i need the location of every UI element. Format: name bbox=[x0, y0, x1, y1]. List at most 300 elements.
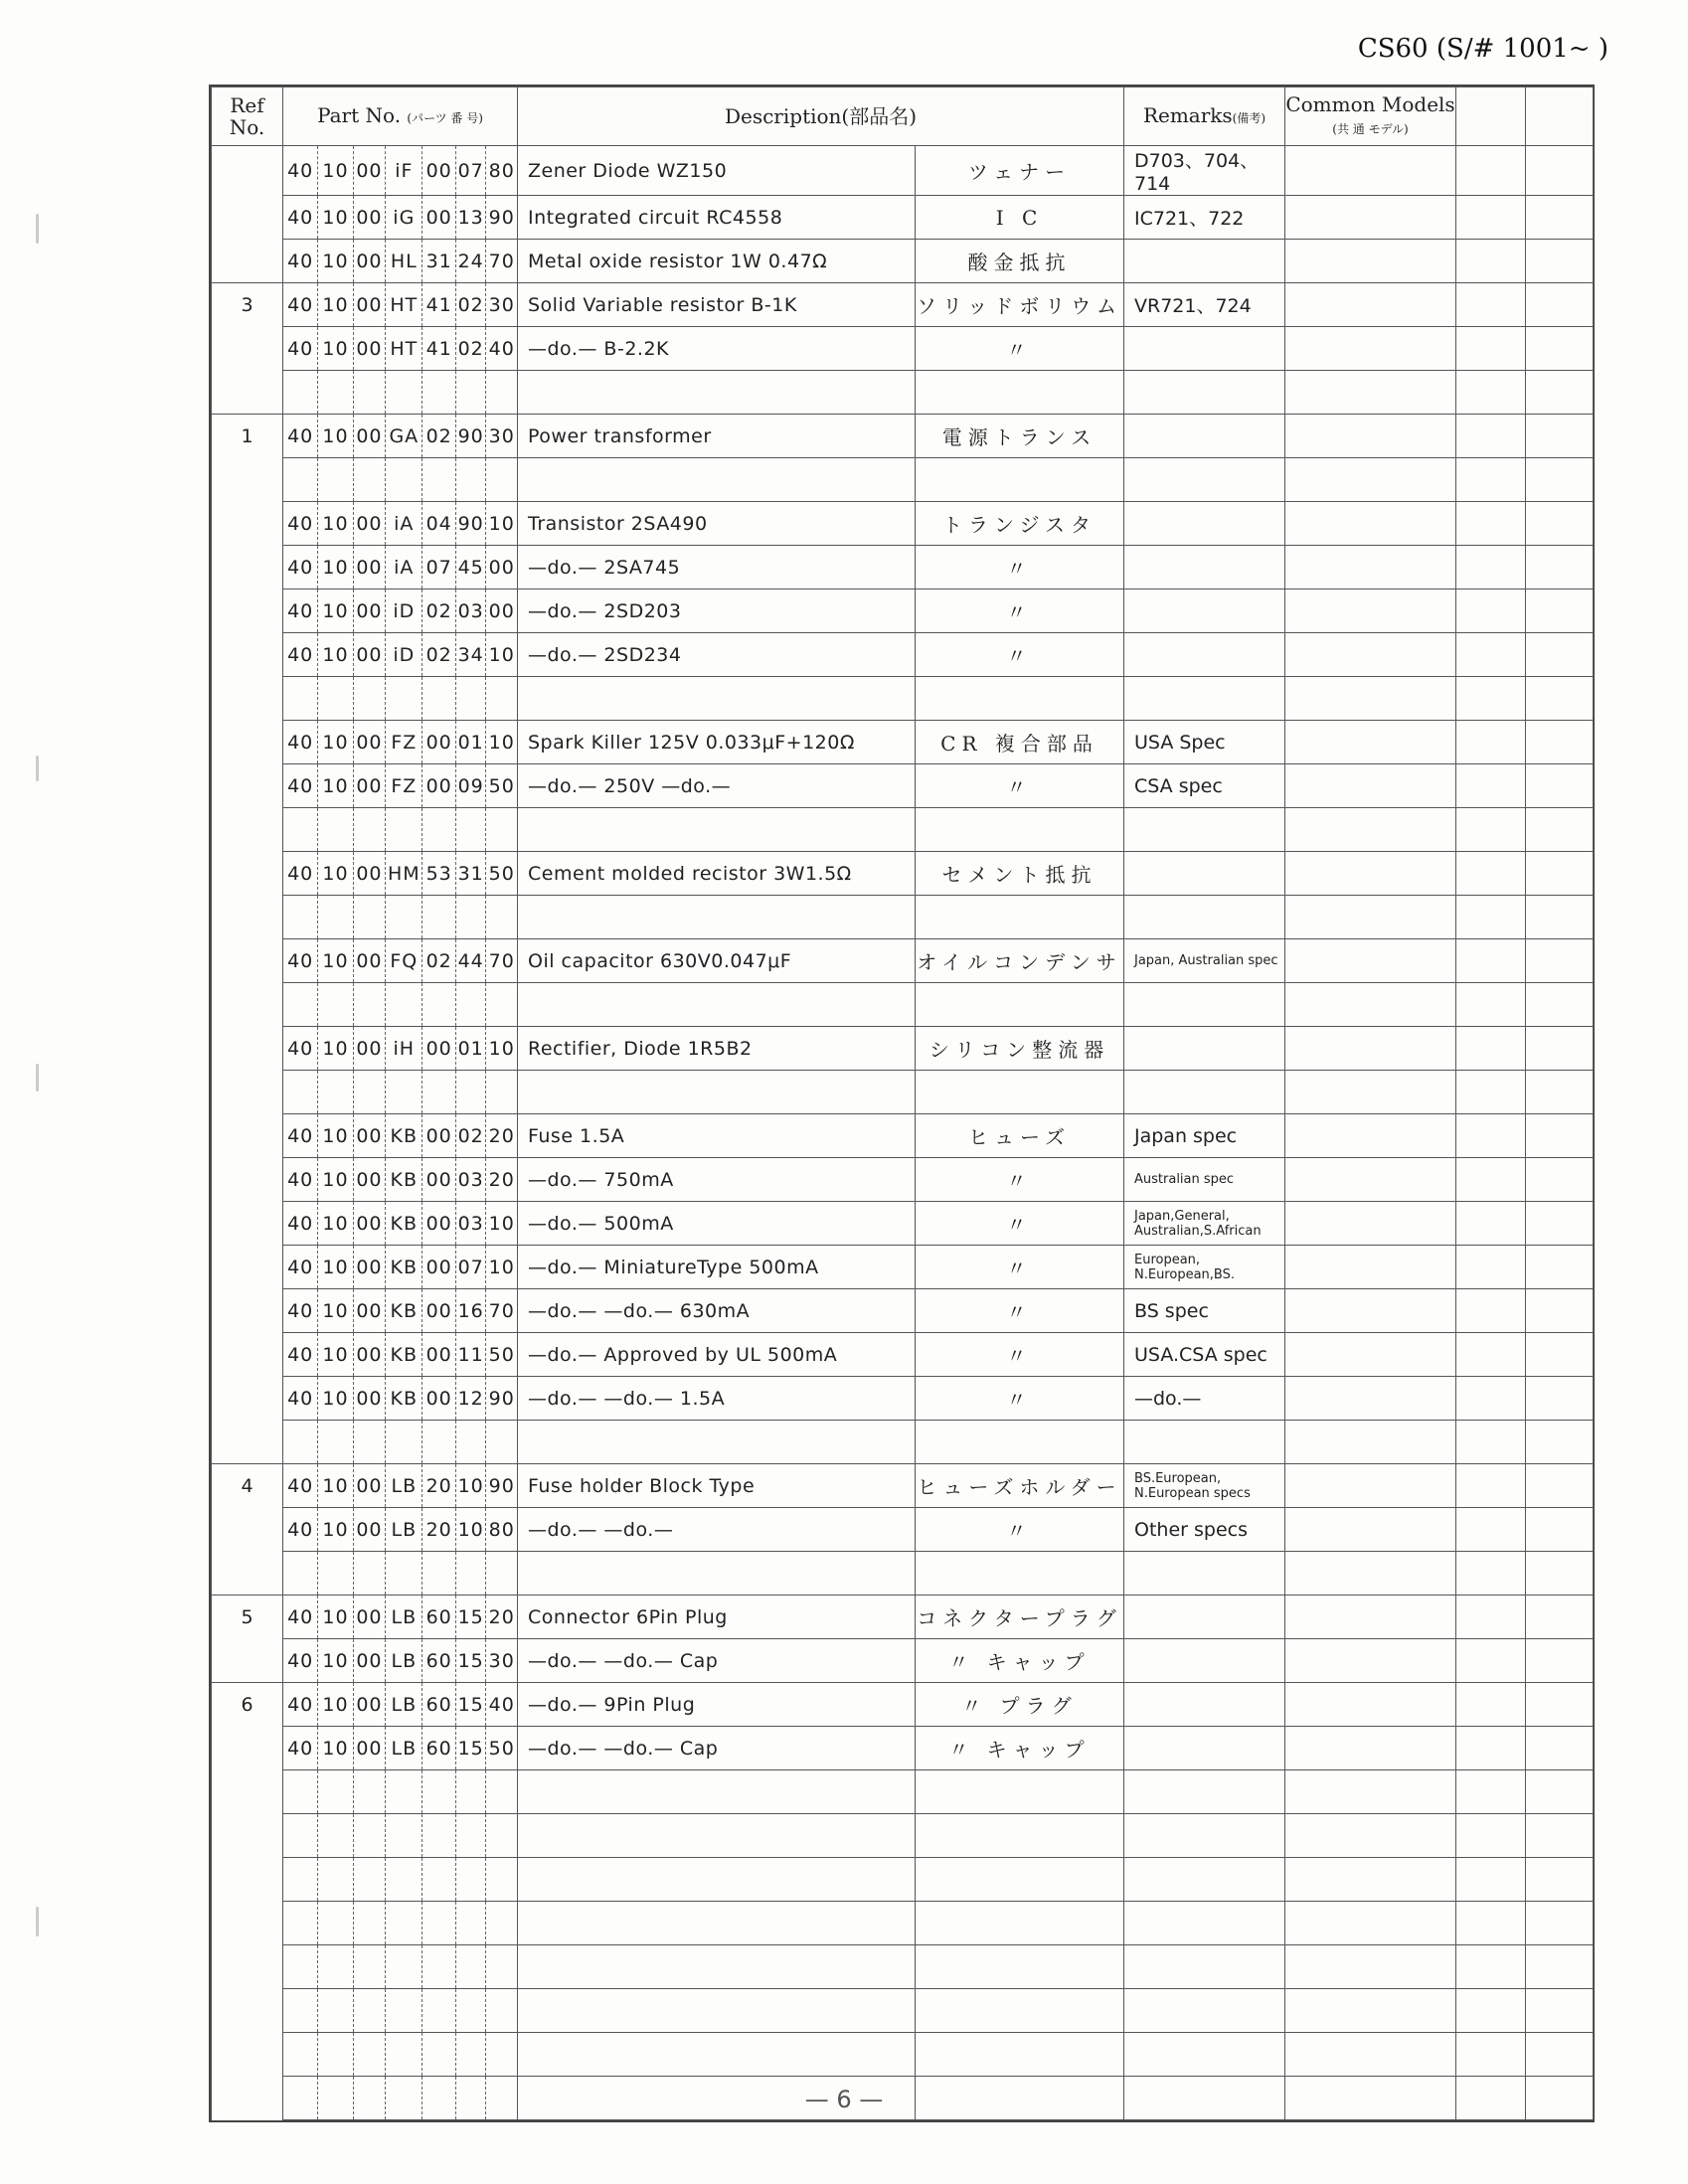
ref-number bbox=[212, 1289, 283, 1333]
part-number-segment: 02 bbox=[456, 327, 487, 370]
part-number-segment bbox=[386, 808, 422, 851]
table-row bbox=[212, 1945, 1594, 1989]
part-number-segment bbox=[354, 1770, 386, 1813]
part-number-segment bbox=[422, 1421, 455, 1463]
description-jp bbox=[916, 1902, 1124, 1945]
description: Oil capacitor 630V0.047μF bbox=[518, 939, 916, 983]
ref-number bbox=[212, 1421, 283, 1464]
part-number-segment: 24 bbox=[456, 240, 487, 282]
table-row bbox=[212, 371, 1594, 415]
remarks bbox=[1124, 1858, 1285, 1902]
remarks bbox=[1124, 1027, 1285, 1071]
remarks bbox=[1124, 240, 1285, 283]
part-number-segment bbox=[386, 1989, 422, 2032]
extra-col-2 bbox=[1526, 1246, 1594, 1289]
description bbox=[518, 808, 916, 852]
remarks bbox=[1124, 1727, 1285, 1770]
part-number-segment bbox=[283, 1770, 318, 1813]
part-number-segment: 40 bbox=[283, 1683, 318, 1726]
part-number-segment: 00 bbox=[354, 721, 386, 763]
part-number-segment: 03 bbox=[456, 589, 487, 632]
extra-col-1 bbox=[1456, 458, 1526, 502]
part-number-segment: 90 bbox=[488, 206, 515, 229]
remarks bbox=[1124, 589, 1285, 633]
description bbox=[518, 1858, 916, 1902]
ref-number bbox=[212, 1902, 283, 1945]
common-models bbox=[1285, 240, 1456, 283]
description-jp bbox=[916, 2033, 1124, 2077]
description-jp bbox=[916, 1814, 1124, 1858]
extra-col-2 bbox=[1526, 1552, 1594, 1596]
part-number-segment: 10 bbox=[318, 939, 353, 982]
part-number-segment: 40 bbox=[283, 240, 318, 282]
remarks: Australian spec bbox=[1124, 1158, 1285, 1202]
part-number-segment: 40 bbox=[283, 939, 318, 982]
table-row bbox=[212, 1158, 1594, 1202]
part-number bbox=[283, 546, 518, 589]
part-number-segment: 10 bbox=[318, 1246, 353, 1288]
part-number-segment: 40 bbox=[283, 196, 318, 239]
part-number-segment: 10 bbox=[318, 502, 353, 545]
part-number-segment bbox=[283, 1421, 318, 1463]
extra-col-2 bbox=[1526, 589, 1594, 633]
part-number-segment: 10 bbox=[318, 1464, 353, 1507]
part-number-segment: 10 bbox=[318, 1158, 353, 1201]
part-number-segment: 40 bbox=[283, 1289, 318, 1332]
table-row bbox=[212, 1683, 1594, 1727]
ref-number bbox=[212, 896, 283, 939]
part-number-segment bbox=[318, 1770, 353, 1813]
extra-col-1 bbox=[1456, 1727, 1526, 1770]
remarks bbox=[1124, 415, 1285, 458]
extra-col-2 bbox=[1526, 327, 1594, 371]
part-number-segment bbox=[283, 808, 318, 851]
remarks bbox=[1124, 896, 1285, 939]
table-row bbox=[212, 939, 1594, 983]
table-row bbox=[212, 1071, 1594, 1114]
ref-number bbox=[212, 808, 283, 852]
ref-number bbox=[212, 546, 283, 589]
remarks bbox=[1124, 1683, 1285, 1727]
part-number-segment: 02 bbox=[456, 283, 487, 326]
remarks bbox=[1124, 1770, 1285, 1814]
common-models bbox=[1285, 196, 1456, 240]
part-number-segment: 40 bbox=[283, 1333, 318, 1376]
extra-col-1 bbox=[1456, 371, 1526, 415]
part-number-segment bbox=[283, 458, 318, 501]
part-number-segment bbox=[386, 1945, 422, 1988]
part-number bbox=[283, 896, 518, 939]
part-number-segment: 50 bbox=[488, 774, 515, 797]
part-number-segment bbox=[354, 983, 386, 1026]
part-number-segment: 40 bbox=[488, 1693, 515, 1716]
common-models bbox=[1285, 1902, 1456, 1945]
part-number-segment bbox=[486, 371, 517, 414]
part-number bbox=[283, 633, 518, 677]
part-number bbox=[283, 1989, 518, 2033]
part-number-segment: 40 bbox=[283, 1246, 318, 1288]
part-number-segment: 40 bbox=[283, 1158, 318, 1201]
remarks bbox=[1124, 808, 1285, 852]
part-number bbox=[283, 939, 518, 983]
part-number-segment: 34 bbox=[456, 633, 487, 676]
description-jp: 〃 bbox=[916, 1508, 1124, 1552]
description-jp: 〃 bbox=[916, 1158, 1124, 1202]
part-number-segment: 00 bbox=[422, 764, 455, 807]
part-number-segment: 10 bbox=[318, 283, 353, 326]
description: —do.— 2SD234 bbox=[518, 633, 916, 677]
col-header-extra-2 bbox=[1526, 87, 1594, 146]
part-number-segment bbox=[422, 2033, 455, 2076]
part-number-segment: 30 bbox=[488, 424, 515, 447]
part-number-segment bbox=[283, 2033, 318, 2076]
extra-col-2 bbox=[1526, 721, 1594, 764]
part-number-segment: 70 bbox=[488, 949, 515, 972]
part-number bbox=[283, 1114, 518, 1158]
ref-number: 6 bbox=[212, 1683, 283, 1727]
part-number-segment bbox=[318, 458, 353, 501]
remarks: Japan spec bbox=[1124, 1114, 1285, 1158]
part-number-segment bbox=[422, 1071, 455, 1113]
part-number-segment: 53 bbox=[422, 852, 455, 895]
part-number-segment bbox=[354, 677, 386, 720]
part-number-segment bbox=[422, 983, 455, 1026]
part-number-segment: 00 bbox=[354, 502, 386, 545]
part-number-segment: 00 bbox=[354, 196, 386, 239]
part-number-segment: 00 bbox=[354, 1202, 386, 1245]
part-number-segment: 41 bbox=[422, 283, 455, 326]
part-number-segment: 70 bbox=[488, 250, 515, 272]
table-row bbox=[212, 146, 1594, 196]
description: —do.— —do.— bbox=[518, 1508, 916, 1552]
common-models bbox=[1285, 2033, 1456, 2077]
extra-col-1 bbox=[1456, 1114, 1526, 1158]
ref-number bbox=[212, 1071, 283, 1114]
part-number-segment: 60 bbox=[422, 1683, 455, 1726]
part-number-segment: 10 bbox=[318, 1639, 353, 1682]
table-row bbox=[212, 633, 1594, 677]
description: —do.— 2SA745 bbox=[518, 546, 916, 589]
part-number-segment bbox=[318, 1989, 353, 2032]
description: Zener Diode WZ150 bbox=[518, 146, 916, 196]
part-number-segment: 20 bbox=[422, 1508, 455, 1551]
ref-number: 4 bbox=[212, 1464, 283, 1508]
part-number-segment: 40 bbox=[283, 1027, 318, 1070]
description-jp bbox=[916, 896, 1124, 939]
part-number-segment: LB bbox=[386, 1639, 422, 1682]
part-number-segment: KB bbox=[386, 1246, 422, 1288]
part-number-segment: 00 bbox=[354, 1377, 386, 1420]
extra-col-2 bbox=[1526, 1377, 1594, 1421]
table-row bbox=[212, 1333, 1594, 1377]
part-number bbox=[283, 1596, 518, 1639]
part-number-segment: 00 bbox=[422, 1289, 455, 1332]
description-jp: 〃 bbox=[916, 1202, 1124, 1246]
description bbox=[518, 1945, 916, 1989]
part-number-segment bbox=[354, 1945, 386, 1988]
description: Transistor 2SA490 bbox=[518, 502, 916, 546]
part-number-segment bbox=[354, 896, 386, 938]
part-number-segment: 10 bbox=[318, 1333, 353, 1376]
part-number-segment: 90 bbox=[488, 1474, 515, 1497]
part-number-segment bbox=[422, 1989, 455, 2032]
table-row bbox=[212, 896, 1594, 939]
table-row bbox=[212, 1508, 1594, 1552]
extra-col-2 bbox=[1526, 1114, 1594, 1158]
extra-col-2 bbox=[1526, 1071, 1594, 1114]
description-jp: 〃 bbox=[916, 327, 1124, 371]
part-number-segment bbox=[354, 458, 386, 501]
table-row bbox=[212, 196, 1594, 240]
part-number-segment: 30 bbox=[488, 1649, 515, 1672]
common-models bbox=[1285, 1814, 1456, 1858]
part-number-segment bbox=[354, 1858, 386, 1901]
part-number-segment: 50 bbox=[488, 862, 515, 885]
extra-col-2 bbox=[1526, 1508, 1594, 1552]
part-number bbox=[283, 1158, 518, 1202]
part-number-segment: 00 bbox=[354, 939, 386, 982]
common-models bbox=[1285, 1552, 1456, 1596]
extra-col-2 bbox=[1526, 1989, 1594, 2033]
part-number bbox=[283, 1246, 518, 1289]
part-number-segment bbox=[456, 1814, 487, 1857]
description-jp bbox=[916, 1552, 1124, 1596]
part-number-segment: 09 bbox=[456, 764, 487, 807]
description-jp: トランジスタ bbox=[916, 502, 1124, 546]
part-number-segment bbox=[422, 1858, 455, 1901]
extra-col-2 bbox=[1526, 146, 1594, 196]
table-row bbox=[212, 1639, 1594, 1683]
remarks bbox=[1124, 852, 1285, 896]
part-number bbox=[283, 1289, 518, 1333]
description-jp bbox=[916, 1071, 1124, 1114]
part-number-segment: 07 bbox=[456, 146, 487, 195]
part-number-segment: 40 bbox=[283, 327, 318, 370]
table-header-row bbox=[212, 87, 1594, 146]
part-number-segment: 40 bbox=[283, 1114, 318, 1157]
part-number-segment: 02 bbox=[422, 633, 455, 676]
part-number-segment: 00 bbox=[354, 1114, 386, 1157]
description: —do.— 9Pin Plug bbox=[518, 1683, 916, 1727]
part-number bbox=[283, 283, 518, 327]
part-number-segment: 07 bbox=[422, 546, 455, 588]
extra-col-2 bbox=[1526, 502, 1594, 546]
part-number-segment: 40 bbox=[283, 1377, 318, 1420]
part-number-segment: 10 bbox=[456, 1508, 487, 1551]
part-number-segment: 00 bbox=[354, 852, 386, 895]
extra-col-2 bbox=[1526, 458, 1594, 502]
extra-col-2 bbox=[1526, 1333, 1594, 1377]
description-jp: 〃 bbox=[916, 633, 1124, 677]
extra-col-2 bbox=[1526, 852, 1594, 896]
part-number-segment: 12 bbox=[456, 1377, 487, 1420]
margin-mark bbox=[36, 1907, 39, 1936]
description bbox=[518, 983, 916, 1027]
ref-number bbox=[212, 1639, 283, 1683]
extra-col-1 bbox=[1456, 1027, 1526, 1071]
part-number-segment: HL bbox=[386, 240, 422, 282]
extra-col-1 bbox=[1456, 983, 1526, 1027]
part-number-segment bbox=[486, 1770, 517, 1813]
description bbox=[518, 1552, 916, 1596]
part-number-segment: 10 bbox=[488, 1256, 515, 1278]
ref-number bbox=[212, 240, 283, 283]
part-number-segment bbox=[354, 1552, 386, 1595]
extra-col-1 bbox=[1456, 808, 1526, 852]
parts-table-sheet bbox=[209, 84, 1595, 2122]
description-jp: 〃 bbox=[916, 1289, 1124, 1333]
ref-number bbox=[212, 458, 283, 502]
part-number-segment bbox=[318, 677, 353, 720]
table-row bbox=[212, 1770, 1594, 1814]
part-number-segment: 50 bbox=[488, 1737, 515, 1760]
part-number-segment: LB bbox=[386, 1727, 422, 1769]
ref-number bbox=[212, 1989, 283, 2033]
table-row bbox=[212, 1114, 1594, 1158]
part-number-segment: 40 bbox=[283, 764, 318, 807]
common-models bbox=[1285, 1202, 1456, 1246]
part-number-segment: 70 bbox=[488, 1299, 515, 1322]
part-number-segment: 40 bbox=[283, 415, 318, 457]
description-jp bbox=[916, 1945, 1124, 1989]
part-number-segment: 31 bbox=[422, 240, 455, 282]
extra-col-1 bbox=[1456, 1552, 1526, 1596]
part-number-segment bbox=[456, 1902, 487, 1944]
common-models bbox=[1285, 1333, 1456, 1377]
ref-number bbox=[212, 1246, 283, 1289]
part-number-segment bbox=[486, 1989, 517, 2032]
description-jp: シリコン整流器 bbox=[916, 1027, 1124, 1071]
extra-col-1 bbox=[1456, 1246, 1526, 1289]
part-number-segment bbox=[354, 1421, 386, 1463]
col-header-ref: Ref No. bbox=[212, 87, 283, 146]
part-number-segment: 10 bbox=[318, 1377, 353, 1420]
extra-col-1 bbox=[1456, 1989, 1526, 2033]
part-number-segment: 10 bbox=[488, 731, 515, 754]
part-number-segment: KB bbox=[386, 1377, 422, 1420]
part-number-segment bbox=[354, 1989, 386, 2032]
part-number-segment bbox=[486, 1552, 517, 1595]
common-models bbox=[1285, 983, 1456, 1027]
part-number-segment bbox=[318, 1071, 353, 1113]
part-number-segment: 10 bbox=[318, 633, 353, 676]
extra-col-1 bbox=[1456, 633, 1526, 677]
part-number-segment: 00 bbox=[422, 721, 455, 763]
part-number-segment: 00 bbox=[422, 1202, 455, 1245]
part-number-segment: 00 bbox=[422, 1333, 455, 1376]
part-number-segment: 10 bbox=[488, 512, 515, 535]
table-row bbox=[212, 1464, 1594, 1508]
description-jp: オイルコンデンサ bbox=[916, 939, 1124, 983]
part-number-segment: 90 bbox=[488, 1387, 515, 1410]
part-number bbox=[283, 1421, 518, 1464]
part-number bbox=[283, 1071, 518, 1114]
part-number-segment bbox=[386, 1814, 422, 1857]
description: —do.— Approved by UL 500mA bbox=[518, 1333, 916, 1377]
extra-col-1 bbox=[1456, 327, 1526, 371]
part-number-segment: 00 bbox=[422, 1114, 455, 1157]
part-number-segment bbox=[422, 458, 455, 501]
part-number-segment: 20 bbox=[488, 1124, 515, 1147]
ref-number bbox=[212, 2033, 283, 2077]
description-jp bbox=[916, 371, 1124, 415]
description-jp: 〃 bbox=[916, 1333, 1124, 1377]
description: Fuse holder Block Type bbox=[518, 1464, 916, 1508]
part-number bbox=[283, 196, 518, 240]
common-models bbox=[1285, 1639, 1456, 1683]
remarks bbox=[1124, 677, 1285, 721]
extra-col-1 bbox=[1456, 1902, 1526, 1945]
description: —do.— —do.— Cap bbox=[518, 1727, 916, 1770]
part-number bbox=[283, 677, 518, 721]
description bbox=[518, 1902, 916, 1945]
description: —do.— 750mA bbox=[518, 1158, 916, 1202]
part-number-segment: 40 bbox=[283, 1508, 318, 1551]
part-number-segment: 00 bbox=[354, 1027, 386, 1070]
part-number-segment: 02 bbox=[422, 939, 455, 982]
part-number-segment: 40 bbox=[283, 1727, 318, 1769]
part-number-segment: 40 bbox=[283, 283, 318, 326]
ref-number bbox=[212, 983, 283, 1027]
part-number-segment bbox=[283, 371, 318, 414]
extra-col-1 bbox=[1456, 240, 1526, 283]
extra-col-1 bbox=[1456, 1464, 1526, 1508]
ref-number bbox=[212, 939, 283, 983]
extra-col-1 bbox=[1456, 1770, 1526, 1814]
remarks bbox=[1124, 502, 1285, 546]
ref-number: 5 bbox=[212, 1596, 283, 1639]
description: —do.— MiniatureType 500mA bbox=[518, 1246, 916, 1289]
part-number-segment bbox=[422, 896, 455, 938]
ref-number bbox=[212, 1158, 283, 1202]
part-number-segment bbox=[283, 1071, 318, 1113]
extra-col-2 bbox=[1526, 1639, 1594, 1683]
part-number-segment: 10 bbox=[318, 146, 353, 195]
extra-col-2 bbox=[1526, 808, 1594, 852]
part-number-segment: KB bbox=[386, 1289, 422, 1332]
ref-number bbox=[212, 327, 283, 371]
part-number bbox=[283, 1202, 518, 1246]
extra-col-2 bbox=[1526, 1464, 1594, 1508]
extra-col-1 bbox=[1456, 1333, 1526, 1377]
part-number-segment: 10 bbox=[318, 1596, 353, 1638]
part-number bbox=[283, 240, 518, 283]
part-number-segment: 00 bbox=[422, 196, 455, 239]
part-number bbox=[283, 1727, 518, 1770]
description bbox=[518, 458, 916, 502]
extra-col-2 bbox=[1526, 1858, 1594, 1902]
part-number-segment bbox=[456, 1770, 487, 1813]
part-number bbox=[283, 1945, 518, 1989]
part-number-segment bbox=[283, 1814, 318, 1857]
description-jp: 酸金抵抗 bbox=[916, 240, 1124, 283]
description: —do.— —do.— 630mA bbox=[518, 1289, 916, 1333]
extra-col-2 bbox=[1526, 1770, 1594, 1814]
part-number-segment: 10 bbox=[318, 1114, 353, 1157]
description-jp: I C bbox=[916, 196, 1124, 240]
description-jp: 〃 bbox=[916, 1377, 1124, 1421]
extra-col-2 bbox=[1526, 1727, 1594, 1770]
part-number-segment: 50 bbox=[488, 1343, 515, 1366]
part-number-segment bbox=[318, 1945, 353, 1988]
part-number-segment: 00 bbox=[354, 327, 386, 370]
ref-number bbox=[212, 1552, 283, 1596]
remarks: BS spec bbox=[1124, 1289, 1285, 1333]
part-number-segment bbox=[318, 1814, 353, 1857]
common-models bbox=[1285, 852, 1456, 896]
ref-number bbox=[212, 196, 283, 240]
part-number-segment: iD bbox=[386, 589, 422, 632]
